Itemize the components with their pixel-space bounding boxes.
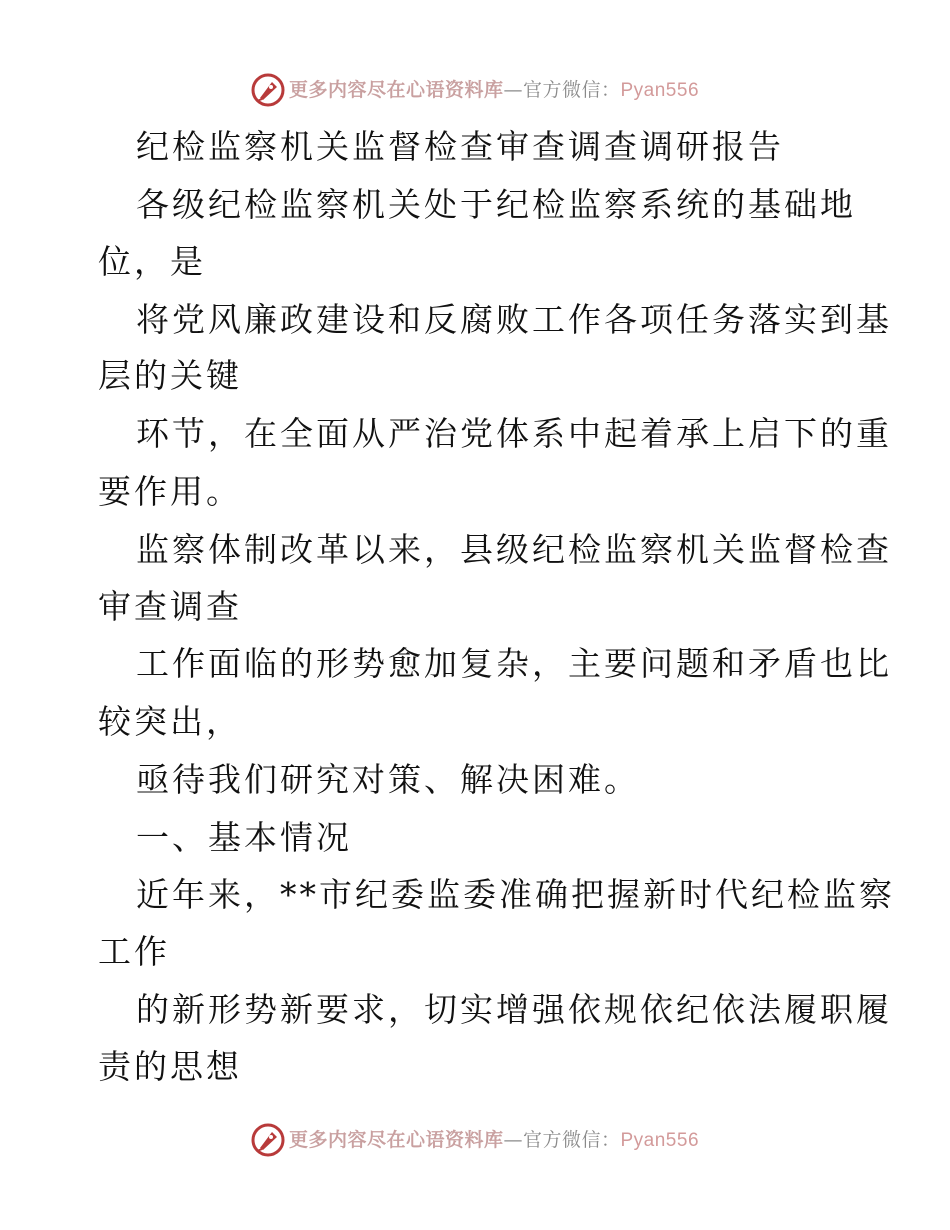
watermark-wechat-id: Pyan556 (620, 79, 700, 101)
watermark-wechat-label: 官方微信： (522, 1128, 621, 1151)
paragraph-line: 亟待我们研究对策、解决困难。 (136, 760, 640, 799)
paragraph-line: 的新形势新要求，切实增强依规依纪依法履职履 (136, 990, 892, 1029)
paragraph-line: 位，是 (98, 242, 206, 281)
paragraph-line: 工作面临的形势愈加复杂，主要问题和矛盾也比 (136, 644, 892, 683)
paragraph-line: 监察体制改革以来，县级纪检监察机关监督检查 (136, 530, 892, 569)
watermark-wechat-label: 官方微信： (522, 78, 621, 101)
document-title: 纪检监察机关监督检查审查调查调研报告 (136, 127, 784, 166)
watermark-wechat-id: Pyan556 (620, 1129, 700, 1151)
paragraph-line: 各级纪检监察机关处于纪检监察系统的基础地 (136, 185, 856, 224)
paragraph-line: 将党风廉政建设和反腐败工作各项任务落实到基 (136, 300, 892, 339)
paragraph-line: 环节，在全面从严治党体系中起着承上启下的重 (136, 414, 892, 453)
paragraph-line: 较突出， (98, 702, 242, 741)
section-heading: 一、基本情况 (136, 818, 352, 857)
watermark-dash: — (503, 1128, 523, 1151)
paragraph-line: 责的思想 (98, 1047, 242, 1086)
paragraph-line: 近年来，**市纪委监委准确把握新时代纪检监察 (136, 875, 895, 914)
watermark-dash: — (503, 78, 523, 101)
pen-nib-logo-icon (251, 1123, 285, 1157)
paragraph-line: 工作 (98, 932, 170, 971)
watermark-text (288, 1128, 700, 1151)
paragraph-line: 要作用。 (98, 472, 242, 511)
watermark-main-text: 更多内容尽在心语资料库 (288, 78, 504, 101)
paragraph-line: 层的关键 (98, 356, 242, 395)
watermark-main-text: 更多内容尽在心语资料库 (288, 1128, 504, 1151)
paragraph-line: 审查调查 (98, 587, 242, 626)
footer-watermark-banner (0, 1120, 950, 1160)
